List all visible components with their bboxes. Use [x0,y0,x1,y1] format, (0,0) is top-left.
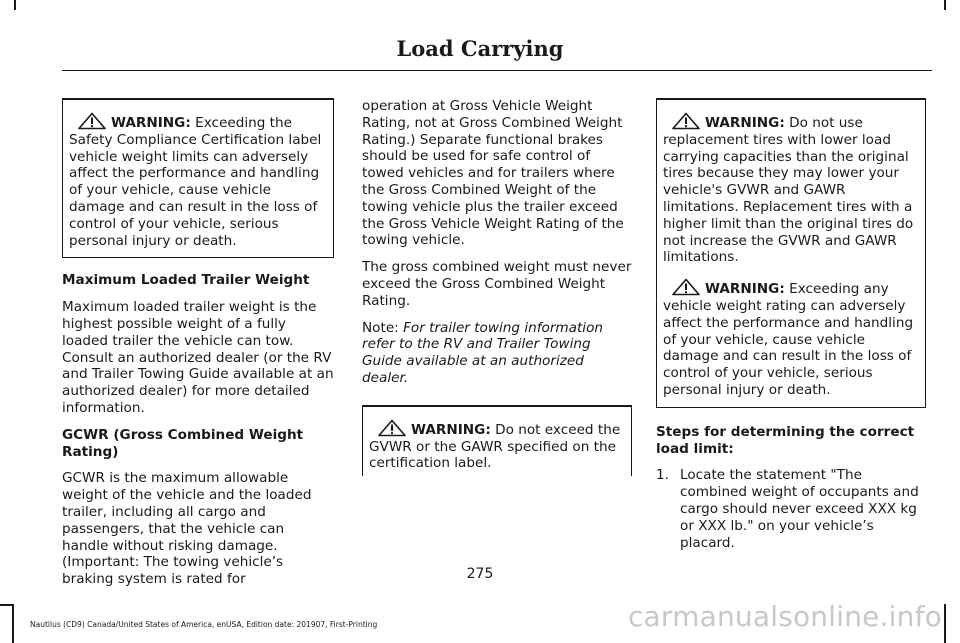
warning-triangle-icon [671,278,701,296]
right-column [656,98,926,551]
note-label: Note: [362,319,399,336]
paragraph-gross-combined-weight: The gross combined weight must never exceed the Gross Combined Weight Rating. [362,259,632,309]
footer-edition-info: Nautilus (CD9) Canada/United States of America, enUSA, Edition date: 201907, First-Printing [30,620,378,629]
paragraph-max-loaded-trailer-weight: Maximum loaded trailer weight is the highest possible weight of a fully loaded trailer the vehicle can tow. Consult an authorized dealer (or the RV and Trailer Towing Guide available at an authorized dealer) for more detailed information. [62,299,334,416]
heading-steps-load-limit: Steps for determining the correct load limit: [656,423,915,457]
warning-label: WARNING: [705,115,785,131]
note [362,320,632,387]
warning-label: WARNING: [705,281,785,298]
left-column [62,98,334,598]
crop-mark-bottom-left-h [0,604,14,606]
heading-gcwr: GCWR (Gross Combined Weight Rating) [62,426,304,460]
warning-text: Exceeding any vehicle weight rating can adversely affect the performance and handling of your vehicle, cause vehicle damage and can result in the loss of control of your vehicle, serious personal injury or death. [663,281,914,398]
warning-label: WARNING: [411,421,491,438]
paragraph-braking-continued: operation at Gross Vehicle Weight Rating, not at Gross Combined Weight Rating.) Separate functional brakes should be used for safe control of towed vehicles and for trailers where the Gross Combined Weight of the towing vehicle plus the trailer exceed the Gross Vehicle Weight Rating of the towing vehicle. [362,98,624,249]
warning-text: Do not exceed the GVWR or the GAWR specified on the certification label. [369,421,621,472]
step-text: Locate the statement "The combined weight of occupants and cargo should never exceed XXX kg or XXX lb." on your vehicle’s placard. [680,467,919,551]
header-rule [62,70,932,71]
steps-list [656,467,926,551]
warning-label: WARNING: [111,115,191,131]
warning-triangle-icon [77,112,107,130]
page-title: Load Carrying [396,36,564,61]
warning-text: Exceeding the Safety Compliance Certification label vehicle weight limits can adversely affect the performance and handling of your vehicle, cause vehicle damage and can result in the loss of control of your vehicle, serious personal injury or death. [69,115,322,249]
warning-text: Do not use replacement tires with lower load carrying capacities than the original tires because they may lower your vehicle's GVWR and GAWR limitations. Replacement tires with a higher limit than the original tires do not increase the GVWR and GAWR limitations. [663,115,914,266]
watermark: carmanualsonline.info [627,600,942,633]
crop-mark-bottom-left [12,604,14,643]
page-number: 275 [466,566,494,582]
heading-max-loaded-trailer-weight: Maximum Loaded Trailer Weight [62,272,310,289]
crop-mark-bottom-right [944,604,946,643]
paragraph-gcwr: GCWR is the maximum allowable weight of the vehicle and the loaded trailer, including all cargo and passengers, that the vehicle can handle without risking damage. (Important: The towing vehicle’s braking system is rated for [62,470,312,588]
middle-column [362,98,632,476]
crop-mark-top-right [944,0,946,10]
warning-triangle-icon [671,112,701,130]
crop-mark-top-left [14,0,16,10]
list-item [656,467,926,551]
warning-triangle-icon [377,419,407,437]
warning-box-safety-compliance [62,98,334,258]
warning-box-gvwr [362,405,632,476]
warning-box-replacement-tires [656,98,926,408]
note-text: For trailer towing information refer to the RV and Trailer Towing Guide available at an authorized dealer. [362,319,604,386]
step-number: 1. [656,467,669,484]
